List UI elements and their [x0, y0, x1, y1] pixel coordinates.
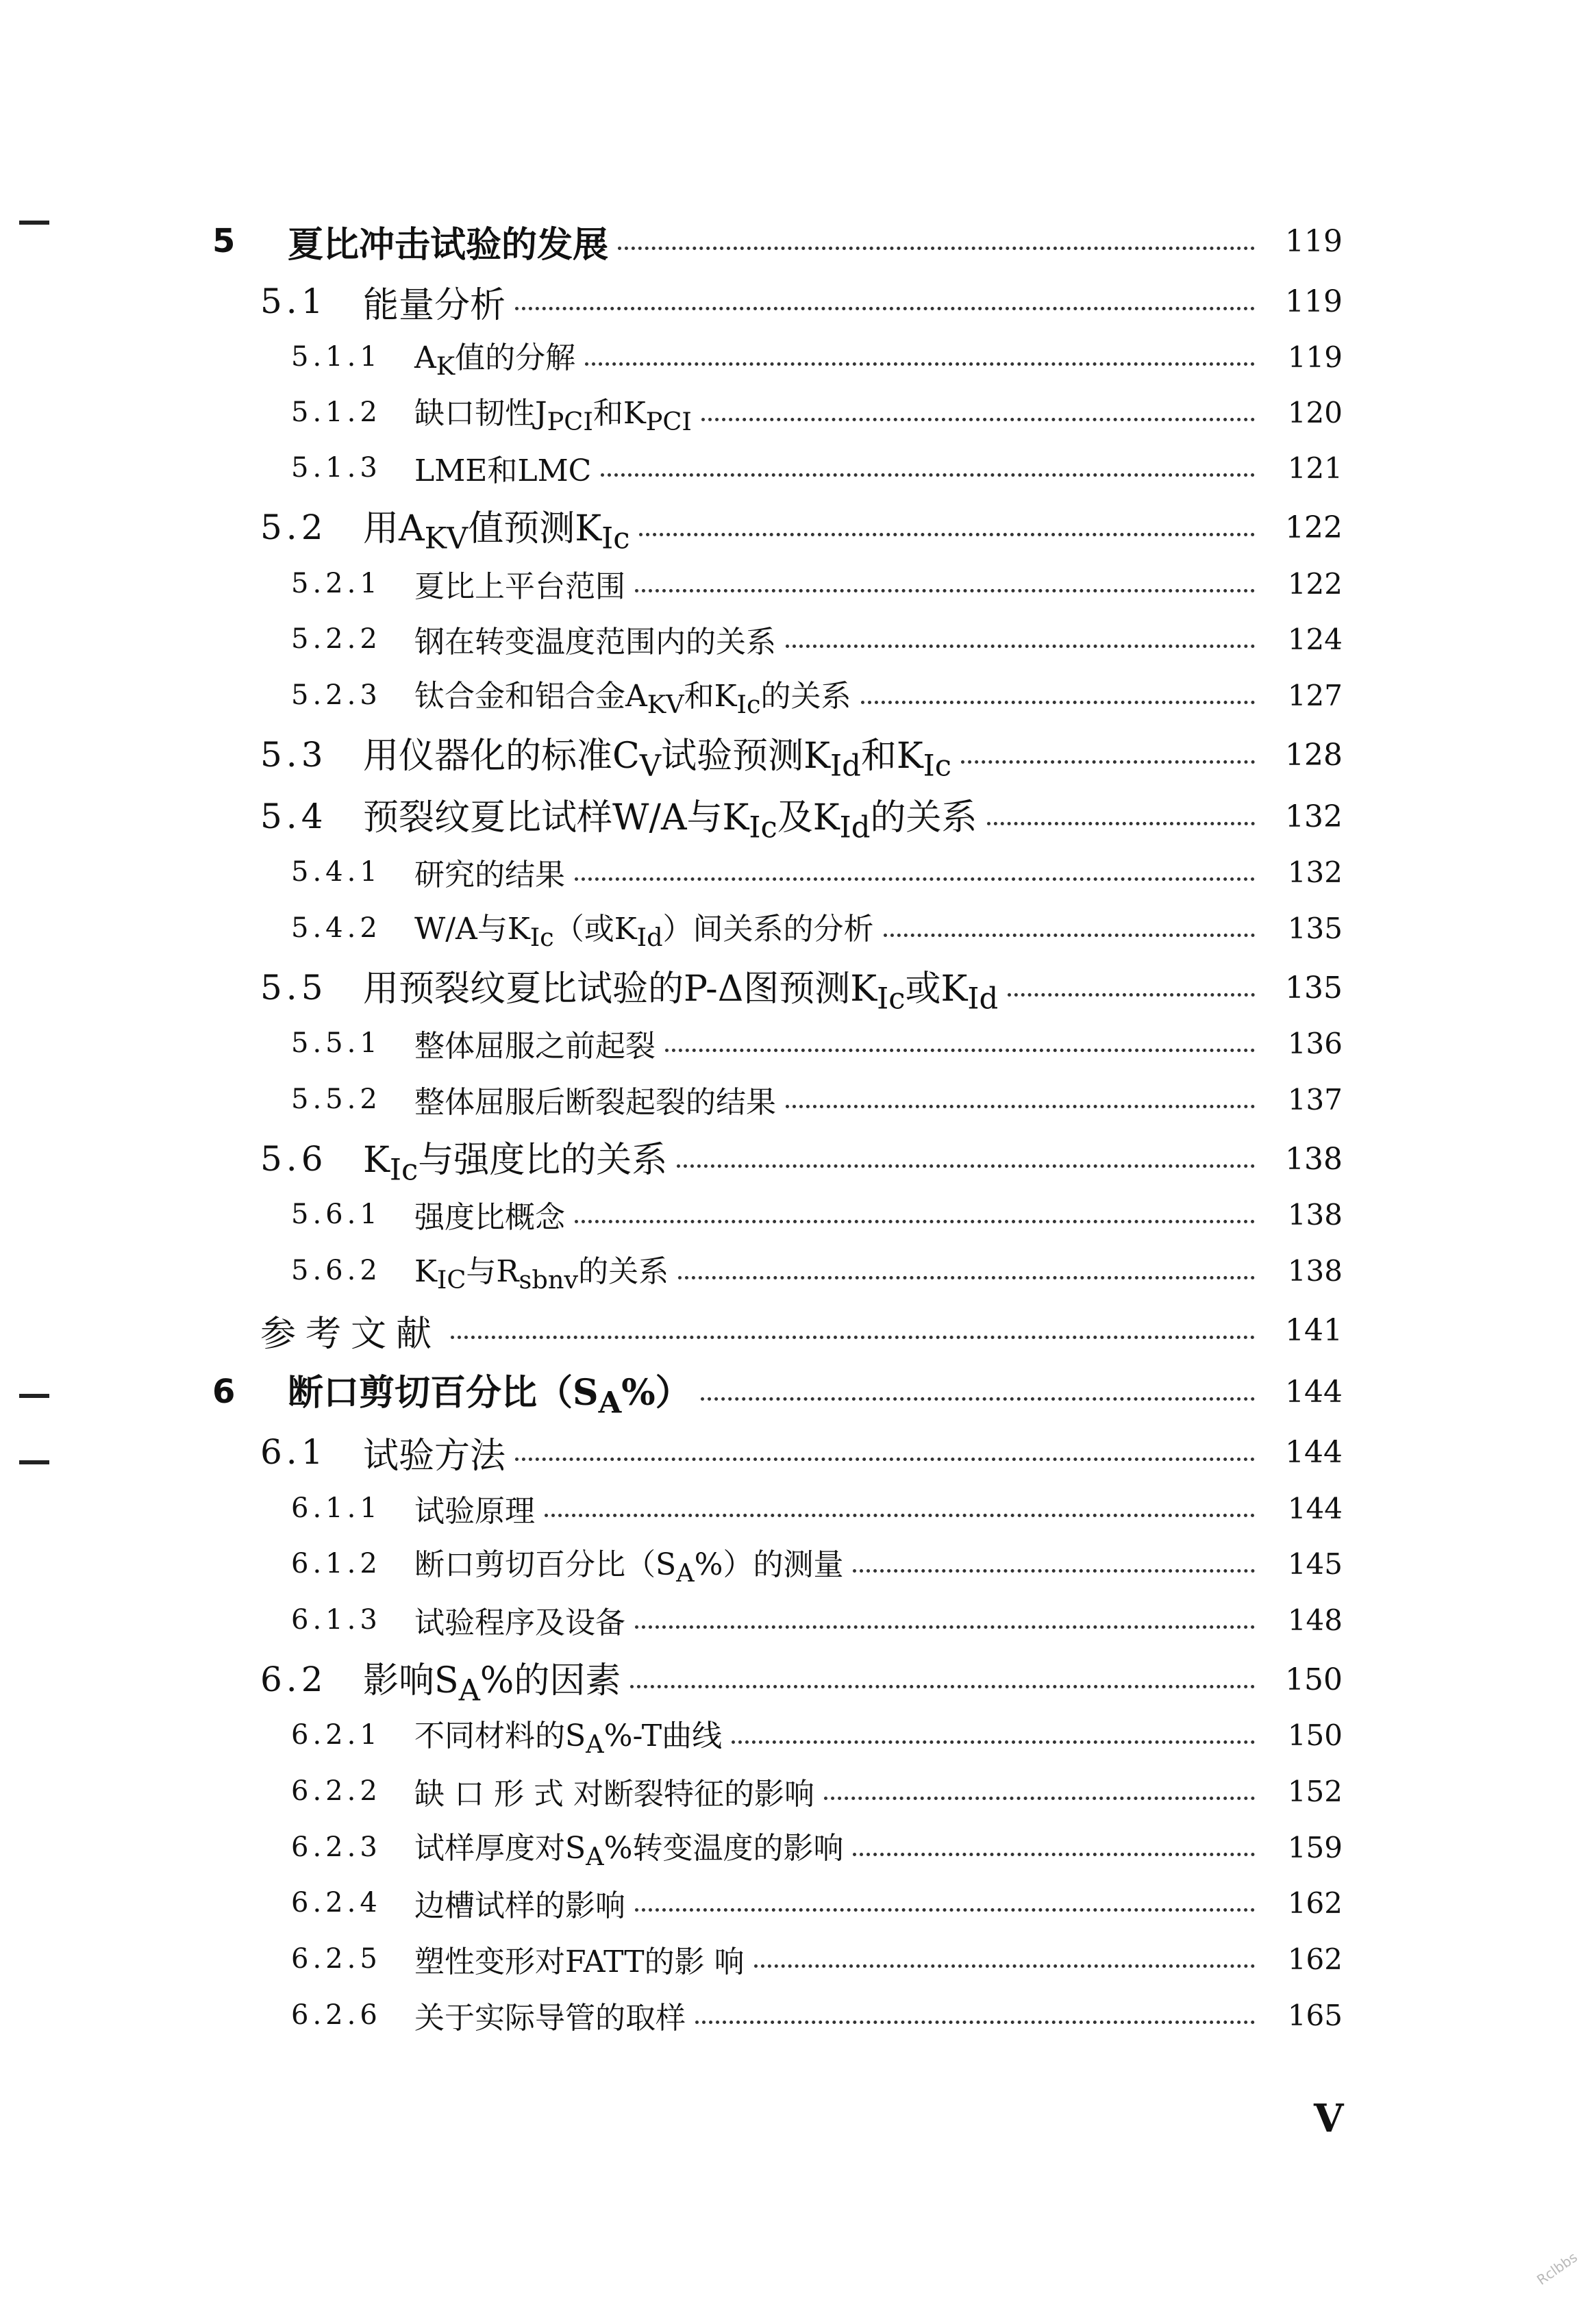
- toc-entry-page: 144: [1285, 1374, 1343, 1410]
- toc-entry-title: 用仪器化的标准$C_V$试验预测$K_{Id}$和$K_{Ic}$: [363, 735, 952, 784]
- toc-entry-title: $K_{Ic}$与强度比的关系: [363, 1139, 668, 1188]
- toc-entry-number: 5.3: [260, 735, 327, 775]
- toc-entry-number: 5.4: [260, 797, 327, 836]
- toc-entry-page: 132: [1285, 799, 1343, 834]
- toc-entry-page: 135: [1285, 970, 1343, 1005]
- toc-entry-number: 5.5: [260, 968, 327, 1008]
- toc-entry-number: 5.2: [260, 508, 327, 547]
- toc-entry-page: 162: [1287, 1942, 1343, 1976]
- toc-entry-page: 148: [1287, 1603, 1343, 1637]
- dot-leader: [754, 1964, 1255, 1968]
- toc-entry-page: 128: [1285, 737, 1343, 773]
- toc-entry[interactable]: [0, 789, 1596, 844]
- dot-leader: [961, 760, 1255, 764]
- toc-entry[interactable]: [0, 1764, 1596, 1818]
- toc-entry-title: 试样厚度对$S_A\%$转变温度的影响: [414, 1831, 844, 1871]
- toc-entry-title: 断口剪切百分比$(S_A\%)$的测量: [414, 1547, 844, 1588]
- toc-entry-page: 150: [1287, 1718, 1343, 1752]
- toc-entry-page: 138: [1285, 1141, 1343, 1177]
- dot-leader: [701, 418, 1255, 421]
- toc-entry[interactable]: [0, 1988, 1596, 2042]
- toc-entry-number: 5.4.2: [291, 912, 382, 944]
- dot-leader: [639, 533, 1255, 536]
- dot-leader: [732, 1740, 1255, 1744]
- dot-leader: [665, 1049, 1255, 1052]
- toc-entry-title: 夏比冲击试验的发展: [288, 223, 609, 266]
- toc-entry-page: 120: [1287, 395, 1343, 429]
- toc-entry-number: 5.2.3: [291, 679, 382, 711]
- toc-entry-page: 135: [1287, 911, 1343, 945]
- toc-entry-number: 5.1: [260, 282, 327, 321]
- toc-entry-number: 5.6.2: [291, 1255, 382, 1286]
- toc-entry[interactable]: [0, 440, 1596, 495]
- toc-entry[interactable]: [0, 329, 1596, 384]
- dot-leader: [635, 589, 1255, 592]
- toc-entry-number: 6.2.5: [291, 1943, 382, 1975]
- toc-entry-page: 132: [1287, 855, 1343, 889]
- toc-entry-page: 138: [1287, 1253, 1343, 1288]
- toc-entry[interactable]: [0, 1820, 1596, 1875]
- dot-leader: [824, 1797, 1255, 1800]
- toc-entry-title: 用预裂纹夏比试验的P-Δ图预测$K_{Ic}$或$K_{Id}$: [363, 968, 999, 1016]
- toc-entry-page: 124: [1287, 622, 1343, 656]
- toc-entry-number: 5.6: [260, 1139, 327, 1179]
- toc-entry-title: 缺 口 形 式 对断裂特征的影响: [414, 1777, 814, 1812]
- toc-entry-page: 119: [1287, 340, 1343, 374]
- toc-entry-page: 144: [1287, 1491, 1343, 1525]
- toc-entry[interactable]: [0, 1536, 1596, 1591]
- toc-entry-number: 5.5.2: [291, 1084, 382, 1115]
- dot-leader: [853, 1569, 1255, 1573]
- dot-leader: [618, 247, 1255, 250]
- dot-leader: [861, 701, 1255, 704]
- toc-entry-number: 5.1.1: [291, 341, 382, 373]
- toc-entry-title: 夏比上平台范围: [414, 569, 625, 604]
- toc-entry[interactable]: [0, 845, 1596, 899]
- dot-leader: [1008, 993, 1255, 997]
- toc-entry-number: 6.1: [260, 1432, 327, 1472]
- toc-entry-number: 6.1.3: [291, 1604, 382, 1636]
- toc-entry-title: 整体屈服后断裂起裂的结果: [414, 1085, 776, 1120]
- toc-entry-title: 能量分析: [363, 284, 506, 326]
- dot-leader: [635, 1908, 1255, 1912]
- dot-leader: [451, 1336, 1255, 1339]
- toc-entry[interactable]: [0, 1364, 1596, 1419]
- toc-entry-page: 162: [1287, 1886, 1343, 1920]
- toc-entry-title: 钢在转变温度范围内的关系: [414, 625, 776, 660]
- toc-entry-title: 塑性变形对FATT的影 响: [414, 1945, 745, 1979]
- toc-entry[interactable]: [0, 1132, 1596, 1186]
- toc-entry[interactable]: [0, 1592, 1596, 1647]
- toc-entry-number: 5.1.2: [291, 397, 382, 428]
- toc-entry-page: 144: [1285, 1434, 1343, 1470]
- toc-entry-title: 试验方法: [363, 1435, 506, 1477]
- toc-entry-number: 5.2.2: [291, 623, 382, 655]
- dot-leader: [786, 1105, 1255, 1108]
- toc-entry-page: 122: [1285, 510, 1343, 545]
- toc-entry-number: 5: [212, 222, 236, 260]
- dot-leader: [601, 473, 1255, 477]
- toc-entry-title: 参考文献: [260, 1313, 442, 1355]
- toc-entry-page: 165: [1287, 1998, 1343, 2032]
- toc-entry-number: 5.5.1: [291, 1027, 382, 1059]
- toc-entry-title: 试验程序及设备: [414, 1605, 625, 1640]
- toc-entry-number: 5.4.1: [291, 856, 382, 888]
- dot-leader: [884, 934, 1255, 937]
- dot-leader: [678, 1276, 1255, 1279]
- toc-entry-page: 152: [1287, 1774, 1343, 1808]
- toc-entry-number: 6.2.1: [291, 1719, 382, 1751]
- toc-entry-page: 119: [1285, 284, 1343, 319]
- toc-entry[interactable]: [0, 1243, 1596, 1298]
- page-number: V: [1314, 2096, 1344, 2141]
- dot-leader: [987, 822, 1256, 825]
- toc-entry-page: 119: [1285, 223, 1343, 259]
- dot-leader: [701, 1397, 1255, 1401]
- toc-entry-number: 6.1.2: [291, 1548, 382, 1579]
- dot-leader: [695, 2021, 1255, 2024]
- toc-entry-number: 6.2.2: [291, 1775, 382, 1807]
- toc-entry[interactable]: [0, 1187, 1596, 1242]
- dot-leader: [515, 307, 1255, 310]
- toc-entry-title: 研究的结果: [414, 858, 565, 892]
- dot-leader: [545, 1514, 1255, 1517]
- toc-entry-page: 127: [1287, 678, 1343, 712]
- toc-entry[interactable]: [0, 727, 1596, 782]
- toc-entry-title: 关于实际导管的取样: [414, 2001, 686, 2036]
- toc-entry[interactable]: [0, 1425, 1596, 1479]
- toc-entry-page: 141: [1285, 1312, 1343, 1348]
- toc-entry-title: 预裂纹夏比试样W/A与$K_{Ic}$及$K_{Id}$的关系: [363, 797, 977, 845]
- toc-entry[interactable]: [0, 1481, 1596, 1536]
- toc-entry[interactable]: [0, 901, 1596, 955]
- dot-leader: [575, 1220, 1255, 1223]
- dot-leader: [630, 1685, 1255, 1688]
- toc-entry-title: 不同材料的$S_A\%-T$曲线: [414, 1718, 723, 1759]
- toc-entry[interactable]: [0, 960, 1596, 1015]
- toc-entry[interactable]: [0, 1652, 1596, 1707]
- toc-entry-title: 钛合金和铝合金$A_{KV}$和$K_{Ic}$的关系: [414, 679, 851, 719]
- toc-entry-title: W/A与$K_{Ic}$（或$K_{Id}$）间关系的分析: [414, 912, 874, 952]
- dot-leader: [677, 1164, 1255, 1168]
- toc-entry-page: 150: [1285, 1662, 1343, 1697]
- dot-leader: [515, 1458, 1255, 1461]
- toc-entry-page: 138: [1287, 1197, 1343, 1232]
- toc-entry-number: 6.2.4: [291, 1887, 382, 1918]
- toc-entry-title: 试验原理: [414, 1494, 535, 1529]
- toc-entry-number: 5.2.1: [291, 568, 382, 599]
- toc-entry[interactable]: [0, 500, 1596, 555]
- toc-entry[interactable]: [0, 1072, 1596, 1127]
- toc-entry[interactable]: [0, 214, 1596, 268]
- watermark: Rclbbs: [1534, 2249, 1581, 2288]
- toc-entry-number: 5.6.1: [291, 1199, 382, 1230]
- toc-entry-page: 137: [1287, 1082, 1343, 1116]
- dot-leader: [635, 1625, 1255, 1629]
- margin-mark: [19, 1460, 49, 1464]
- toc-entry-number: 6.2.6: [291, 1999, 382, 2031]
- toc-entry-title: $A_K$值的分解: [414, 340, 576, 381]
- toc-entry[interactable]: [0, 1303, 1596, 1358]
- toc-entry-title: 缺口韧性$J_{PCI}$和$K_{PCI}$: [414, 396, 692, 436]
- toc-entry[interactable]: [0, 274, 1596, 329]
- toc-entry[interactable]: [0, 1016, 1596, 1071]
- toc-entry[interactable]: [0, 1708, 1596, 1762]
- toc-entry-page: 122: [1287, 566, 1343, 601]
- toc-entry[interactable]: [0, 612, 1596, 666]
- toc-entry-title: 强度比概念: [414, 1200, 565, 1235]
- toc-entry-page: 159: [1287, 1830, 1343, 1864]
- toc-entry-title: $K_{IC}$与$R_{sbnv}$的关系: [414, 1254, 669, 1295]
- toc-entry[interactable]: [0, 385, 1596, 440]
- toc-entry-title: 影响$S_A\%$的因素: [363, 1660, 621, 1708]
- toc-entry[interactable]: [0, 1875, 1596, 1930]
- toc-entry-title: 用$A_{KV}$值预测$K_{Ic}$: [363, 508, 630, 556]
- toc-entry-number: 5.1.3: [291, 452, 382, 484]
- dot-leader: [575, 877, 1255, 881]
- toc-entry-page: 145: [1287, 1547, 1343, 1581]
- margin-mark: [19, 1394, 49, 1398]
- margin-mark: [19, 221, 49, 225]
- toc-entry[interactable]: [0, 1932, 1596, 1986]
- toc-entry-title: 整体屈服之前起裂: [414, 1029, 656, 1064]
- dot-leader: [853, 1853, 1255, 1856]
- toc-entry[interactable]: [0, 556, 1596, 611]
- toc-entry-title: 断口剪切百分比$(S_A\%)$: [288, 1371, 691, 1421]
- toc-entry-number: 6.2.3: [291, 1832, 382, 1863]
- toc-entry[interactable]: [0, 668, 1596, 723]
- toc-entry-page: 121: [1287, 451, 1343, 485]
- dot-leader: [585, 362, 1255, 366]
- toc-entry-number: 6: [212, 1373, 236, 1411]
- toc-entry-page: 136: [1287, 1026, 1343, 1060]
- toc-entry-number: 6.1.1: [291, 1492, 382, 1524]
- dot-leader: [786, 645, 1255, 648]
- toc-entry-title: 边槽试样的影响: [414, 1888, 625, 1923]
- toc-entry-title: LME和LMC: [414, 453, 592, 488]
- toc-entry-number: 6.2: [260, 1660, 327, 1699]
